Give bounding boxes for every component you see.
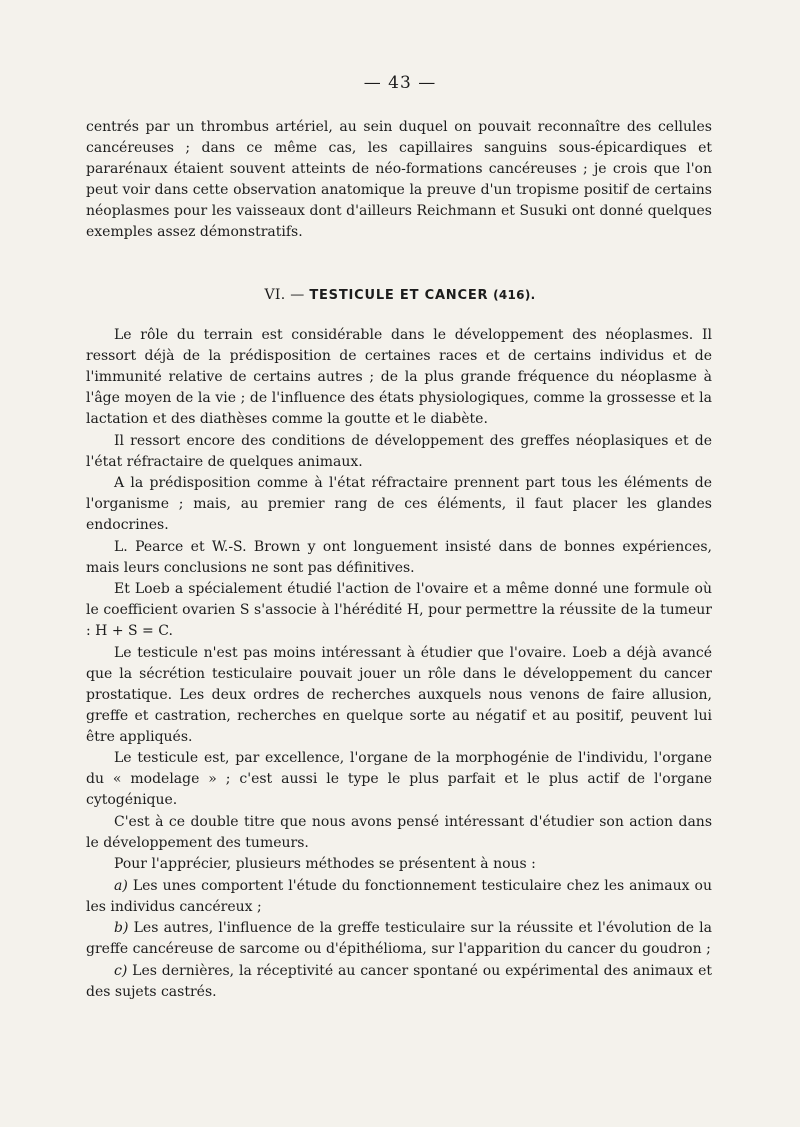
paragraph: Et Loeb a spécialement étudié l'action de l'ovaire et a même donné une formule où le coefficient ovarien S s'associe à l'hérédité H, pour permettre la réussite de la tumeur : H + S = C. — [86, 581, 712, 639]
intro-paragraph: centrés par un thrombus artériel, au sein duquel on pouvait reconnaître des cellules cancéreuses ; dans ce même cas, les capillaires sanguins sous-épicardiques et pararénaux étaient souvent atteints de néo-formations cancéreuses ; je crois que l'on peut voir dans cette observation anatomique la preuve d'un tropisme positif de certains néoplasmes pour les vaisseaux dont d'ailleurs Reichmann et Susuki ont donné quelques exemples assez démonstratifs. — [86, 119, 712, 240]
section-body — [86, 325, 712, 1003]
list-item-text: Les dernières, la réceptivité au cancer spontané ou expérimental des animaux et des sujets castrés. — [86, 962, 712, 1000]
paragraph: C'est à ce double titre que nous avons pensé intéressant d'étudier son action dans le développement des tumeurs. — [86, 813, 712, 851]
list-item-letter: b) — [114, 920, 129, 936]
section-number: VI. — — [264, 287, 305, 303]
paragraph: Pour l'apprécier, plusieurs méthodes se présentent à nous : — [114, 856, 536, 872]
list-item — [86, 876, 712, 918]
intro-paragraph-block — [86, 117, 712, 243]
paragraph: Le testicule n'est pas moins intéressant à étudier que l'ovaire. Loeb a déjà avancé que la sécrétion testiculaire pouvait jouer un rôle dans le développement du cancer prostatique. Les deux ordres de recherches auxquels nous venons de faire allusion, greffe et castration, recherches en quelque sorte au négatif et au positif, peuvent lui être appliqués. — [86, 644, 712, 745]
section-title: TESTICULE ET CANCER — [309, 288, 489, 303]
list-item-text: Les unes comportent l'étude du fonctionnement testiculaire chez les animaux ou les individus cancéreux ; — [86, 877, 713, 915]
paragraph: Il ressort encore des conditions de développement des greffes néoplasiques et de l'état réfractaire de quelques animaux. — [86, 432, 712, 470]
list-item — [86, 961, 712, 1003]
page-number: — 43 — — [363, 73, 437, 93]
list-item-letter: c) — [114, 962, 128, 979]
section-reference: (416). — [493, 288, 536, 302]
paragraph: Le rôle du terrain est considérable dans le développement des néoplasmes. Il ressort déjà de la prédisposition de certaines races et de certains individus et de l'immunité relative de certains autres ; de la plus grande fréquence du néoplasme à l'âge moyen de la vie ; de l'influence des états physiologiques, comme la grossesse et la lactation et des diathèses comme la goutte et le diabète. — [86, 327, 712, 427]
paragraph: Le testicule est, par excellence, l'organe de la morphogénie de l'individu, l'organe du « modelage » ; c'est aussi le type le plus parfait et le plus actif de l'organe cytogénique. — [86, 750, 712, 808]
section-heading — [0, 287, 800, 303]
list-item — [86, 918, 712, 960]
list-item-text: Les autres, l'influence de la greffe testiculaire sur la réussite et l'évolution de la greffe cancéreuse de sarcome ou d'épithélioma, sur l'apparition du cancer du goudron ; — [86, 920, 712, 957]
list-item-letter: a) — [114, 877, 128, 894]
paragraph: L. Pearce et W.-S. Brown y ont longuement insisté dans de bonnes expériences, mais leurs conclusions ne sont pas définitives. — [86, 538, 712, 576]
paragraph: A la prédisposition comme à l'état réfractaire prennent part tous les éléments de l'organisme ; mais, au premier rang de ces éléments, il faut placer les glandes endocrines. — [86, 475, 712, 533]
